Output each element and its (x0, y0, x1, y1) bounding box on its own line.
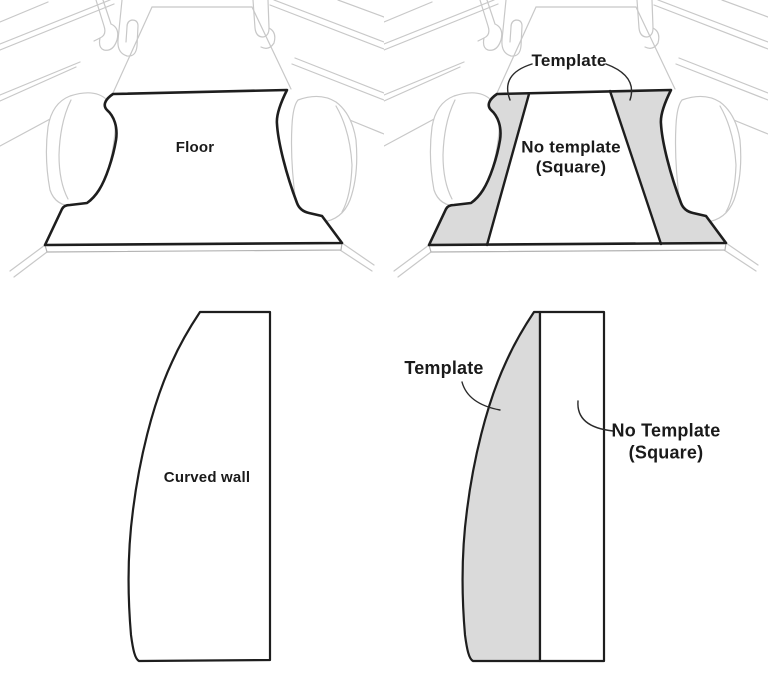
floor-label: Floor (175, 139, 215, 156)
no-template-top-label-line1: No template (521, 137, 621, 157)
no-template-top-label-line2: (Square) (535, 158, 607, 177)
wall-square-piece (540, 312, 604, 661)
template-top-label: Template (531, 50, 607, 70)
curved-wall-label: Curved wall (163, 469, 251, 486)
panel-wall-template (384, 280, 768, 690)
curved-wall-template-illustration (384, 280, 768, 690)
no-template-top-label (521, 138, 621, 179)
no-template-bottom-label (612, 420, 721, 463)
template-bottom-label: Template (404, 358, 484, 379)
no-template-bottom-label-line2: (Square) (628, 442, 704, 462)
no-template-bottom-label-line1: No Template (611, 420, 721, 441)
